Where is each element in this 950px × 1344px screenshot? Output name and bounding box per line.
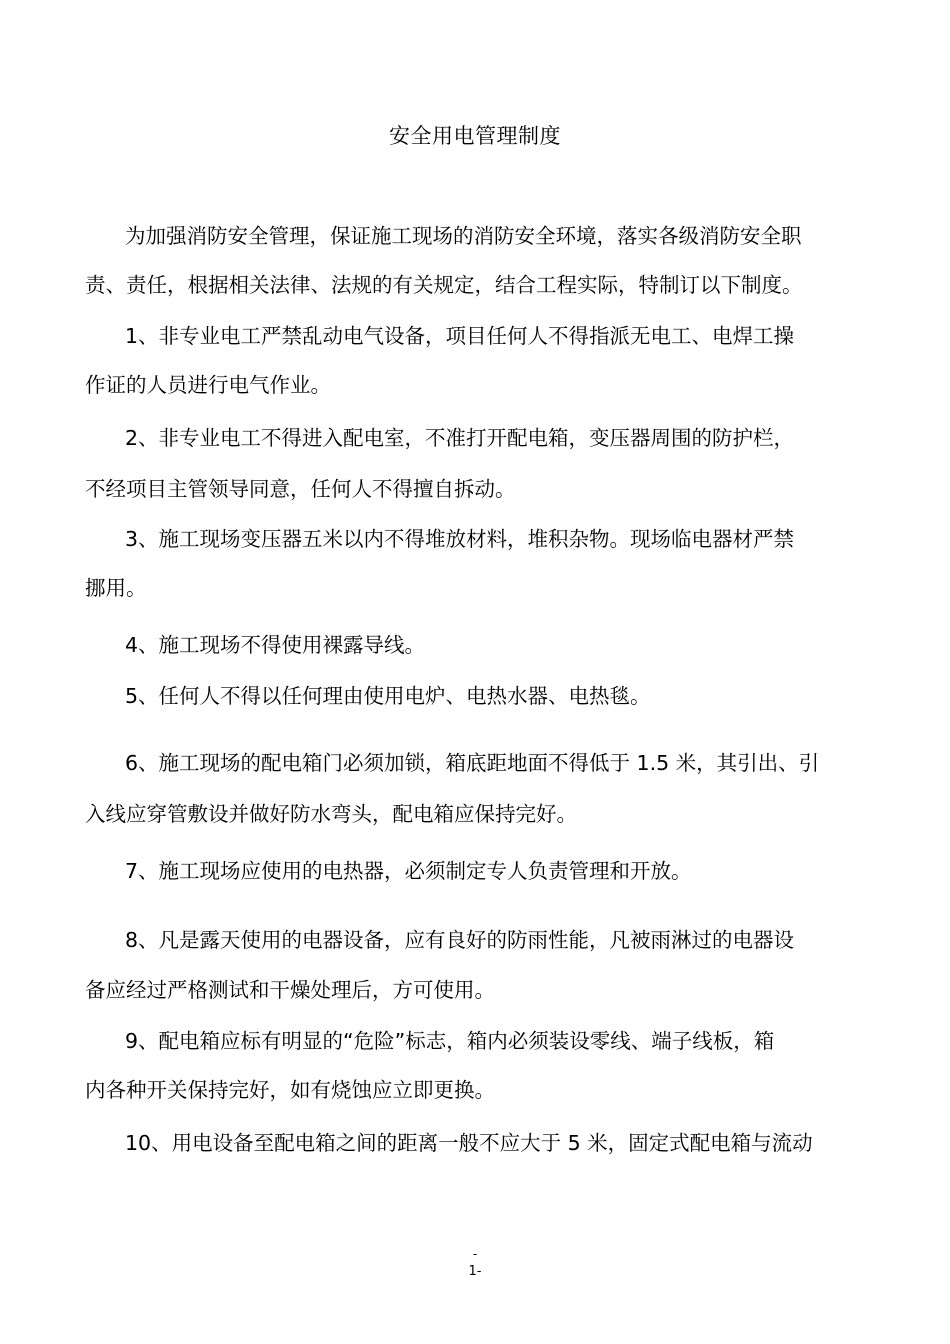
text-line: 4、施工现场不得使用裸露导线。: [125, 633, 426, 657]
text-line: 内各种开关保持完好，如有烧蚀应立即更换。: [85, 1078, 495, 1102]
text-line: 8、凡是露天使用的电器设备，应有良好的防雨性能，凡被雨淋过的电器设: [125, 928, 795, 952]
text-line: 备应经过严格测试和干燥处理后，方可使用。: [85, 978, 495, 1002]
footer-dash: -: [472, 1247, 478, 1261]
text-line: 2、非专业电工不得进入配电室，不准打开配电箱，变压器周围的防护栏，: [125, 426, 795, 450]
text-line: 作证的人员进行电气作业。: [85, 373, 331, 397]
text-line: 挪用。: [85, 576, 147, 600]
document-title: 安全用电管理制度: [389, 124, 561, 148]
text-line: 3、施工现场变压器五米以内不得堆放材料，堆积杂物。现场临电器材严禁: [125, 527, 795, 551]
text-line: 6、施工现场的配电箱门必须加锁，箱底距地面不得低于 1.5 米，其引出、引: [125, 751, 820, 775]
text-line: 10、用电设备至配电箱之间的距离一般不应大于 5 米，固定式配电箱与流动: [125, 1131, 813, 1155]
text-line: 责、责任，根据相关法律、法规的有关规定，结合工程实际，特制订以下制度。: [85, 273, 803, 297]
page-number: 1-: [468, 1264, 482, 1279]
text-line: 5、任何人不得以任何理由使用电炉、电热水器、电热毯。: [125, 684, 651, 708]
text-line: 为加强消防安全管理，保证施工现场的消防安全环境，落实各级消防安全职: [125, 224, 802, 248]
text-line: 入线应穿管敷设并做好防水弯头，配电箱应保持完好。: [85, 802, 577, 826]
text-line: 1、非专业电工严禁乱动电气设备，项目任何人不得指派无电工、电焊工操: [125, 324, 795, 348]
text-line: 9、配电箱应标有明显的“危险”标志，箱内必须装设零线、端子线板，箱: [125, 1029, 775, 1053]
text-line: 不经项目主管领导同意，任何人不得擅自拆动。: [85, 477, 516, 501]
text-line: 7、施工现场应使用的电热器，必须制定专人负责管理和开放。: [125, 859, 692, 883]
